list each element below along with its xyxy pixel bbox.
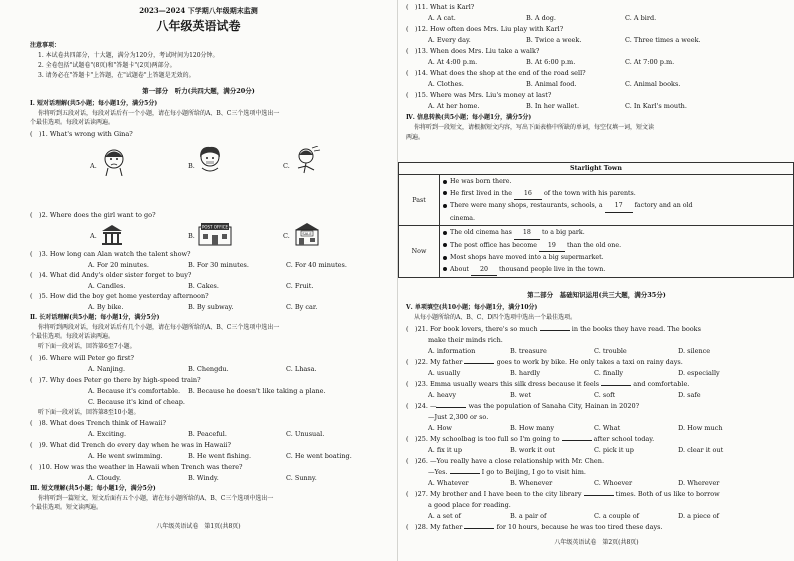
q25-option-b: B. work it out bbox=[510, 446, 555, 454]
past-content bbox=[440, 175, 794, 226]
notice-2: 2. 全卷包括"试题卷"(8页)和"答题卡"(2页)两部分。 bbox=[38, 62, 176, 69]
q14-option-b: B. Animal food. bbox=[526, 80, 577, 88]
q21-option-d: D. silence bbox=[678, 347, 711, 355]
question-3: ( )3. How long can Alan watch the talent show? bbox=[30, 250, 191, 258]
q4-option-a: A. Candles. bbox=[88, 282, 126, 290]
q7-option-c: C. Because it's kind of cheap. bbox=[88, 398, 185, 406]
q27-option-b: B. a pair of bbox=[510, 512, 547, 520]
section-5-instructions: 从每小题所给的A、B、C、D四个选项中选出一个最佳选项。 bbox=[414, 314, 577, 321]
q24-option-b: B. How many bbox=[510, 424, 555, 432]
q12-option-a: A. Every day. bbox=[428, 36, 471, 44]
page-footer-1: 八年级英语试卷 第1页(共8页) bbox=[156, 523, 241, 530]
q12-option-b: B. Twice a week. bbox=[526, 36, 582, 44]
q15-option-c: C. In Karl's mouth. bbox=[625, 102, 687, 110]
part-1-heading: 第一部分 听力(共四大题，满分20分) bbox=[142, 87, 255, 95]
question-5: ( )5. How did the boy get home yesterday afternoon? bbox=[30, 292, 209, 300]
q26-option-b: B. Whenever bbox=[510, 479, 553, 487]
q1-option-a-label: A. bbox=[90, 162, 97, 170]
q21-option-b: B. treasure bbox=[510, 347, 547, 355]
question-12: ( )12. How often does Mrs. Liu play with Karl? bbox=[406, 25, 564, 33]
q8-option-c: C. Unusual. bbox=[286, 430, 325, 438]
q9-option-b: B. He went fishing. bbox=[188, 452, 252, 460]
question-21: ( )21. For book lovers, there's so much in the books they have read. The books bbox=[406, 325, 701, 333]
q13-option-a: A. At 4:00 p.m. bbox=[428, 58, 478, 66]
q27-option-d: D. a piece of bbox=[678, 512, 720, 520]
q24-option-c: C. What bbox=[594, 424, 621, 432]
q11-option-a: A. A cat. bbox=[428, 14, 456, 22]
q10-option-a: A. Cloudy. bbox=[88, 474, 122, 482]
question-11: ( )11. What is Karl? bbox=[406, 3, 475, 11]
q26-option-d: D. Wherever bbox=[678, 479, 720, 487]
section-1-heading: Ⅰ. 短对话理解(共5小题；每小题1分，满分5分) bbox=[30, 100, 158, 107]
now-line-2: The post office has become bbox=[450, 241, 537, 249]
exam-title: 八年级英语试卷 bbox=[156, 19, 241, 33]
girl-sad-icon bbox=[100, 146, 128, 176]
past-label: Past bbox=[399, 175, 440, 226]
blank-16[interactable]: 16 bbox=[514, 188, 542, 201]
q24-option-a: A. How bbox=[428, 424, 452, 432]
q10-option-b: B. Windy. bbox=[188, 474, 219, 482]
blank-19[interactable]: 19 bbox=[539, 240, 565, 253]
q13-option-b: B. At 6:00 p.m. bbox=[526, 58, 576, 66]
past-line-2-end: of the town with his parents. bbox=[543, 189, 636, 197]
past-line-3: There were many shops, restaurants, schools, a bbox=[450, 202, 603, 209]
notice-3: 3. 请务必在"答题卡"上答题，在"试题卷"上答题是无效的。 bbox=[38, 72, 195, 79]
starlight-town-table bbox=[398, 162, 794, 278]
section-2-instructions-2: 个最佳选项。每段对话读两遍。 bbox=[30, 333, 115, 340]
q2-option-a-label: A. bbox=[90, 232, 97, 240]
blank-18[interactable]: 18 bbox=[514, 227, 540, 240]
q7-option-b: B. Because he doesn't like taking a plane. bbox=[188, 387, 326, 395]
table-title: Starlight Town bbox=[399, 163, 794, 175]
q26-option-a: A. Whatever bbox=[428, 479, 469, 487]
past-line-3-end: factory and an old bbox=[634, 202, 693, 209]
q3-option-a: A. For 20 minutes. bbox=[88, 261, 149, 269]
exam-page-2 bbox=[397, 0, 794, 561]
section-1-instructions: 你将听到五段对话，每段对话后有一个小题，请在每小题所给的A、B、C三个选项中选出一 bbox=[38, 110, 280, 117]
q6-option-c: C. Lhasa. bbox=[286, 365, 317, 373]
notice-1: 1. 本试卷共四部分，十大题，满分为120分，考试时间为120分钟。 bbox=[38, 52, 219, 59]
notice-title: 注意事项： bbox=[30, 42, 61, 49]
question-21-cont: make their minds rich. bbox=[428, 336, 503, 344]
q21-option-a: A. information bbox=[428, 347, 476, 355]
q23-option-b: B. wet bbox=[510, 391, 531, 399]
q25-option-c: C. pick it up bbox=[594, 446, 634, 454]
now-line-2-end: than the old one. bbox=[566, 241, 622, 249]
question-6: ( )6. Where will Peter go first? bbox=[30, 354, 135, 362]
q23-option-d: D. safe bbox=[678, 391, 701, 399]
girl-sick-icon bbox=[196, 144, 224, 176]
q5-option-c: C. By car. bbox=[286, 303, 318, 311]
section-2-instructions: 你将听到两段对话，每段对话后有几个小题，请在每小题所给的A、B、C三个选项中选出一 bbox=[38, 324, 280, 331]
question-4: ( )4. What did Andy's older sister forget to buy? bbox=[30, 271, 192, 279]
shop-sale-sign: SALE bbox=[302, 231, 312, 236]
q10-option-c: C. Sunny. bbox=[286, 474, 317, 482]
past-line-1: He was born there. bbox=[450, 178, 512, 185]
question-9: ( )9. What did Trench do every day when he was in Hawaii? bbox=[30, 441, 231, 449]
section-4-heading: Ⅳ. 信息转换(共5小题；每小题1分，满分5分) bbox=[406, 114, 532, 121]
q4-option-b: B. Cakes. bbox=[188, 282, 219, 290]
q14-option-a: A. Clothes. bbox=[428, 80, 464, 88]
q1-option-b-label: B. bbox=[188, 162, 195, 170]
question-26-reply: —Yes. I go to Beijing, I go to visit him. bbox=[428, 468, 586, 476]
section-2-read-1: 听下面一段对话，回答第6至7小题。 bbox=[38, 343, 136, 350]
question-24-answer: —Just 2,300 or so. bbox=[428, 413, 489, 421]
q2-option-c-label: C. bbox=[283, 232, 290, 240]
section-3-instructions: 你将听到一篇短文，短文后面有五个小题，请在每小题所给的A、B、C三个选项中选出一 bbox=[38, 495, 274, 502]
part-2-heading: 第二部分 基础知识运用(共三大题，满分35分) bbox=[527, 291, 666, 299]
section-2-read-2: 听下面一段对话，回答第8至10小题。 bbox=[38, 409, 140, 416]
question-15: ( )15. Where was Mrs. Liu's money at last? bbox=[406, 91, 552, 99]
q1-option-c-label: C. bbox=[283, 162, 290, 170]
question-13: ( )13. When does Mrs. Liu take a walk? bbox=[406, 47, 540, 55]
post-office-sign: POST OFFICE bbox=[201, 224, 229, 230]
q9-option-c: C. He went boating. bbox=[286, 452, 352, 460]
q8-option-a: A. Exciting. bbox=[88, 430, 127, 438]
q22-option-b: B. hardly bbox=[510, 369, 540, 377]
now-line-4: About bbox=[450, 265, 469, 273]
question-1: ( )1. What's wrong with Gina? bbox=[30, 130, 133, 138]
q25-option-a: A. fix it up bbox=[428, 446, 462, 454]
q9-option-a: A. He went swimming. bbox=[88, 452, 163, 460]
question-27-cont: a good place for reading. bbox=[428, 501, 511, 509]
post-office-icon bbox=[198, 222, 232, 246]
q15-option-a: A. At her home. bbox=[428, 102, 480, 110]
q23-option-c: C. soft bbox=[594, 391, 616, 399]
q27-option-a: A. a set of bbox=[428, 512, 461, 520]
exam-header: 2023—2024 下学期八年级期末监测 bbox=[139, 6, 258, 15]
section-5-heading: Ⅴ. 单项填空(共10小题；每小题1分，满分10分) bbox=[406, 304, 538, 311]
question-10: ( )10. How was the weather in Hawaii when Trench was there? bbox=[30, 463, 243, 471]
q3-option-b: B. For 30 minutes. bbox=[188, 261, 249, 269]
section-2-heading: Ⅱ. 长对话理解(共5小题；每小题1分，满分5分) bbox=[30, 314, 160, 321]
question-14: ( )14. What does the shop at the end of the road sell? bbox=[406, 69, 586, 77]
question-7: ( )7. Why does Peter go there by high-speed train? bbox=[30, 376, 201, 384]
question-24: ( )24. — was the population of Sanaha City, Hainan in 2020? bbox=[406, 402, 640, 410]
q8-option-b: B. Peaceful. bbox=[188, 430, 227, 438]
now-line-4-end: thousand people live in the town. bbox=[499, 265, 606, 273]
q5-option-b: B. By subway. bbox=[188, 303, 234, 311]
question-27: ( )27. My brother and I have been to the city library times. Both of us like to borrow bbox=[406, 490, 720, 498]
past-line-3-cont: cinema. bbox=[450, 214, 476, 222]
question-25: ( )25. My schoolbag is too full so I'm going to after school today. bbox=[406, 435, 655, 443]
question-8: ( )8. What does Trench think of Hawaii? bbox=[30, 419, 167, 427]
now-content bbox=[440, 226, 794, 278]
shop-sale-icon bbox=[292, 221, 322, 247]
q21-option-c: C. trouble bbox=[594, 347, 627, 355]
section-3-instructions-2: 个最佳选项。短文读两遍。 bbox=[30, 504, 103, 511]
question-23: ( )23. Emma usually wears this silk dress because it feels and comfortable. bbox=[406, 380, 690, 388]
q15-option-b: B. In her wallet. bbox=[526, 102, 580, 110]
now-label: Now bbox=[399, 226, 440, 278]
q7-option-a: A. Because it's comfortable. bbox=[88, 387, 181, 395]
q6-option-a: A. Nanjing. bbox=[88, 365, 126, 373]
blank-17[interactable]: 17 bbox=[605, 200, 633, 213]
page-footer-2: 八年级英语试卷 第2页(共8页) bbox=[554, 539, 639, 546]
q22-option-a: A. usually bbox=[428, 369, 461, 377]
q13-option-c: C. At 7:00 p.m. bbox=[625, 58, 675, 66]
section-1-instructions-2: 个最佳选项。每段对话读两遍。 bbox=[30, 119, 115, 126]
question-2: ( )2. Where does the girl want to go? bbox=[30, 211, 156, 219]
q3-option-c: C. For 40 minutes. bbox=[286, 261, 347, 269]
q4-option-c: C. Fruit. bbox=[286, 282, 314, 290]
q12-option-c: C. Three times a week. bbox=[625, 36, 701, 44]
q6-option-b: B. Chengdu. bbox=[188, 365, 229, 373]
q24-option-d: D. How much bbox=[678, 424, 723, 432]
past-line-2: He first lived in the bbox=[450, 189, 512, 197]
now-line-1: The old cinema has bbox=[450, 229, 512, 236]
q23-option-a: A. heavy bbox=[428, 391, 457, 399]
q22-option-c: C. finally bbox=[594, 369, 624, 377]
q14-option-c: C. Animal books. bbox=[625, 80, 681, 88]
q5-option-a: A. By bike. bbox=[88, 303, 124, 311]
q25-option-d: D. clear it out bbox=[678, 446, 724, 454]
girl-injured-icon bbox=[292, 146, 322, 176]
question-22: ( )22. My father goes to work by bike. He only takes a taxi on rainy days. bbox=[406, 358, 683, 366]
section-3-heading: Ⅲ. 短文理解(共5小题；每小题1分，满分5分) bbox=[30, 485, 156, 492]
question-26: ( )26. —You really have a close relationship with Mr. Chen. bbox=[406, 457, 605, 465]
q2-option-b-label: B. bbox=[188, 232, 195, 240]
bank-building-icon bbox=[100, 224, 124, 246]
section-4-instructions: 你将听到一段短文，请根据短文内容，写出下面表格中所缺的单词，每空仅填一词，短文读 bbox=[414, 124, 655, 131]
question-28: ( )28. My father for 10 hours, because he was too tired these days. bbox=[406, 523, 663, 531]
q27-option-c: C. a couple of bbox=[594, 512, 640, 520]
blank-20[interactable]: 20 bbox=[471, 264, 497, 277]
section-4-instructions-2: 两遍。 bbox=[406, 134, 425, 141]
q11-option-b: B. A dog. bbox=[526, 14, 556, 22]
now-line-1-end: to a big park. bbox=[541, 229, 585, 236]
q22-option-d: D. especially bbox=[678, 369, 720, 377]
now-line-3: Most shops have moved into a big supermarket. bbox=[450, 254, 604, 261]
q26-option-c: C. Whoever bbox=[594, 479, 633, 487]
q11-option-c: C. A bird. bbox=[625, 14, 657, 22]
